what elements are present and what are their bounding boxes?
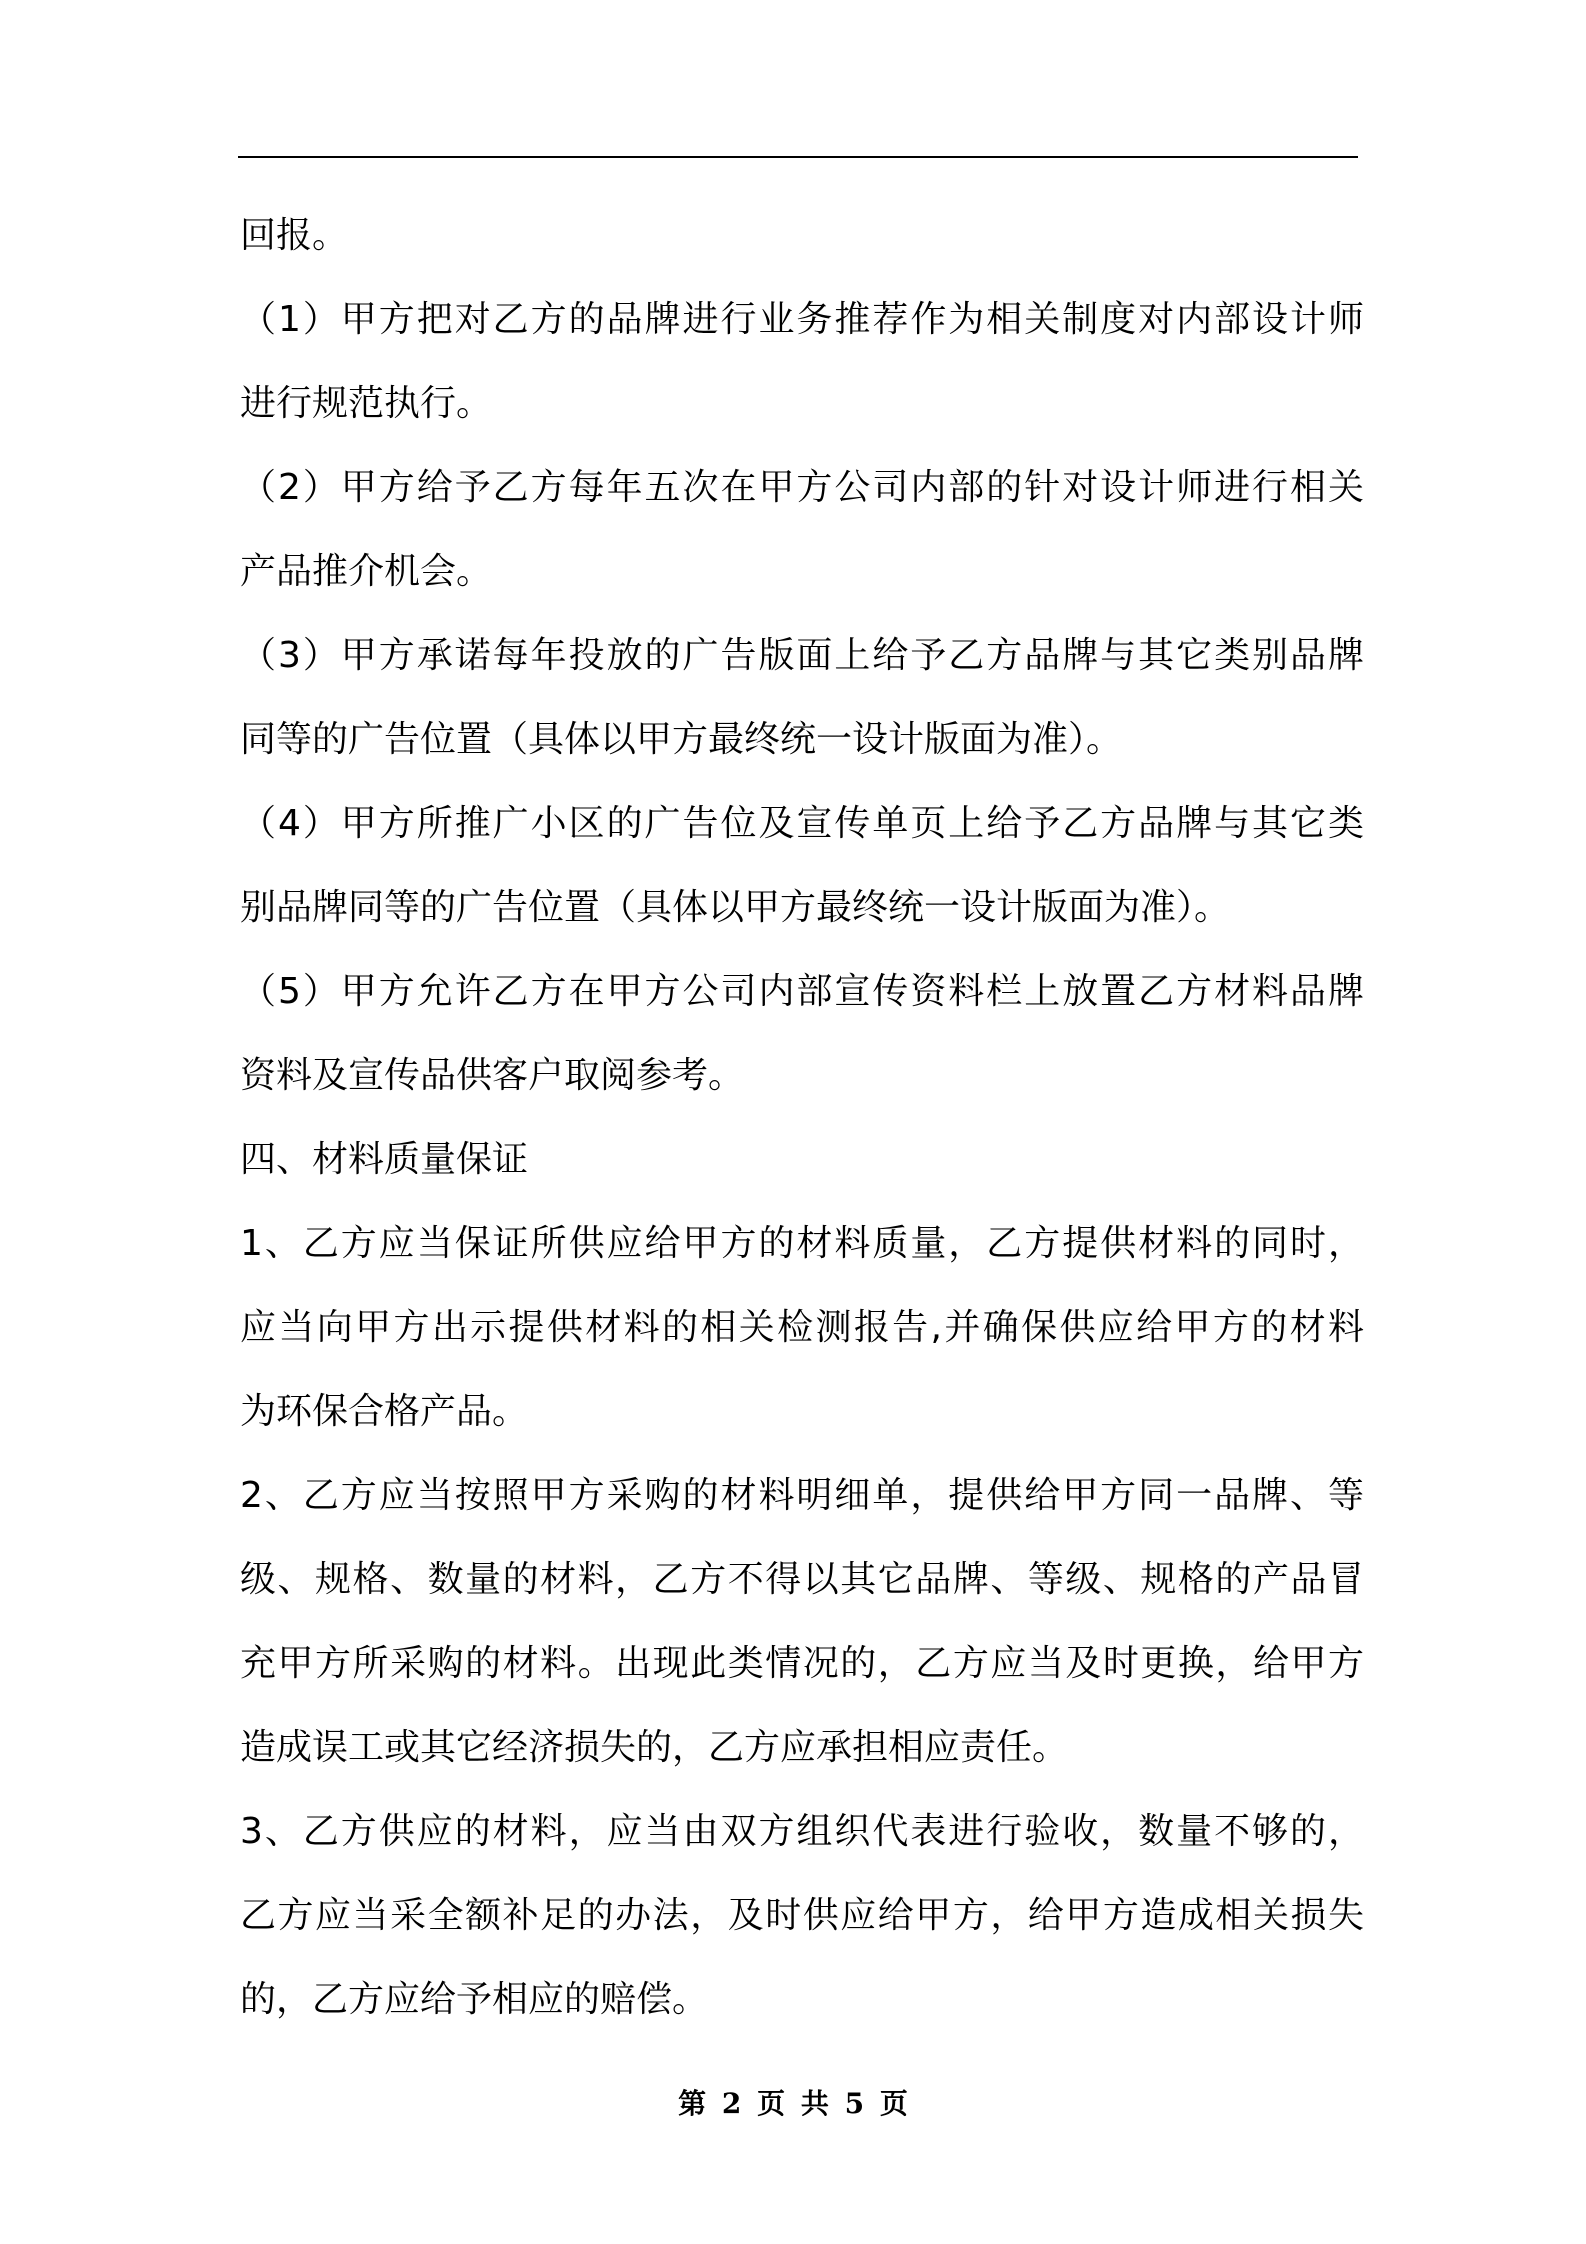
text-line: 1、乙方应当保证所供应给甲方的材料质量，乙方提供材料的同时， (240, 1223, 1364, 1264)
text-line: 资料及宣传品供客户取阅参考。 (240, 1055, 745, 1096)
text-line: 为环保合格产品。 (240, 1391, 529, 1432)
text-line: （5）甲方允许乙方在甲方公司内部宣传资料栏上放置乙方材料品牌 (240, 971, 1364, 1012)
text-line: （1）甲方把对乙方的品牌进行业务推荐作为相关制度对内部设计师 (240, 299, 1364, 340)
text-line: 造成误工或其它经济损失的，乙方应承担相应责任。 (240, 1727, 1069, 1768)
text-line: 同等的广告位置（具体以甲方最终统一设计版面为准）。 (240, 719, 1123, 760)
text-line: 应当向甲方出示提供材料的相关检测报告,并确保供应给甲方的材料 (240, 1307, 1364, 1348)
text-line: 充甲方所采购的材料。出现此类情况的，乙方应当及时更换，给甲方 (240, 1643, 1364, 1684)
text-line: 3、乙方供应的材料，应当由双方组织代表进行验收，数量不够的， (240, 1811, 1364, 1852)
text-line: （3）甲方承诺每年投放的广告版面上给予乙方品牌与其它类别品牌 (240, 635, 1364, 676)
page-number-footer: 第 2 页 共 5 页 (678, 2087, 908, 2120)
text-line: 回报。 (240, 215, 349, 256)
document-body (240, 194, 1364, 2042)
text-line: 2、乙方应当按照甲方采购的材料明细单，提供给甲方同一品牌、等 (240, 1475, 1364, 1516)
text-line: （4）甲方所推广小区的广告位及宣传单页上给予乙方品牌与其它类 (240, 803, 1364, 844)
text-line: 的，乙方应给予相应的赔偿。 (240, 1979, 709, 2020)
header-rule (238, 156, 1358, 158)
text-line: 级、规格、数量的材料，乙方不得以其它品牌、等级、规格的产品冒 (240, 1559, 1364, 1600)
text-line: 进行规范执行。 (240, 383, 493, 424)
text-line: 产品推介机会。 (240, 551, 493, 592)
text-line: （2）甲方给予乙方每年五次在甲方公司内部的针对设计师进行相关 (240, 467, 1364, 508)
text-line: 乙方应当采全额补足的办法，及时供应给甲方，给甲方造成相关损失 (240, 1895, 1364, 1936)
text-line: 别品牌同等的广告位置（具体以甲方最终统一设计版面为准）。 (240, 887, 1231, 928)
section-heading: 四、材料质量保证 (240, 1139, 529, 1180)
